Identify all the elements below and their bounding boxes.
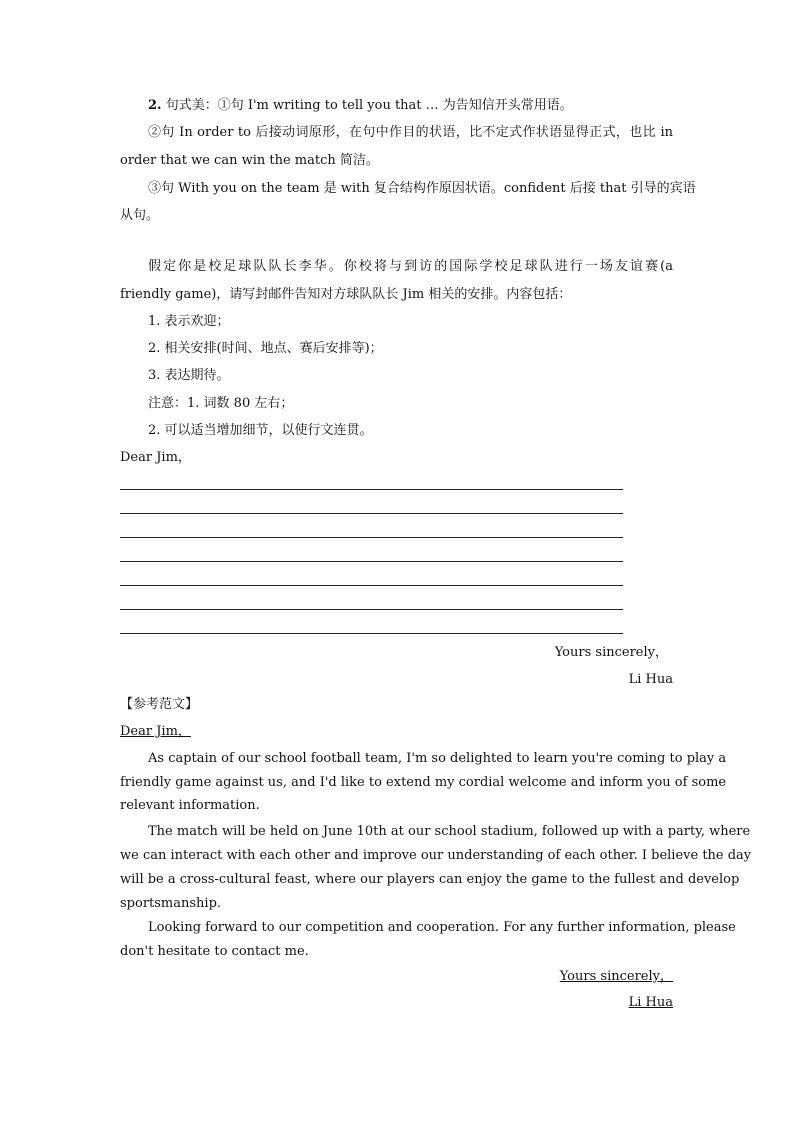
analysis-line-5: 从句。 (120, 208, 160, 223)
writing-line[interactable] (120, 585, 623, 586)
writing-line[interactable] (120, 561, 623, 562)
task-line-2: friendly game)，请写封邮件告知对方球队队长 Jim 相关的安排。内容包括： (120, 287, 572, 302)
task-item-3: 3. 表达期待。 (148, 368, 230, 383)
writing-line[interactable] (120, 513, 623, 514)
sample-signature-text: Li Hua (628, 995, 673, 1010)
letter-signature: Li Hua (628, 672, 673, 687)
sample-p1-line-3: relevant information. (120, 798, 260, 813)
analysis-line-3: order that we can win the match 简洁。 (120, 153, 379, 168)
sample-p2-line-4: sportsmanship. (120, 896, 222, 911)
writing-line[interactable] (120, 537, 623, 538)
task-note-2: 2. 可以适当增加细节，以使行文连贯。 (148, 423, 373, 438)
analysis-line-4: ③句 With you on the team 是 with 复合结构作原因状语。confident 后接 that 引导的宾语 (148, 181, 696, 196)
sample-heading: 【参考范文】 (120, 697, 199, 712)
sample-signature (500, 994, 673, 1011)
writing-line[interactable] (120, 633, 623, 634)
analysis-line-1 (148, 97, 673, 114)
task-note-1: 注意：1. 词数 80 左右； (148, 396, 294, 411)
task-line-1: 假定你是校足球队队长李华。你校将与到访的国际学校足球队进行一场友谊赛(a (148, 259, 673, 274)
task-item-2: 2. 相关安排(时间、地点、赛后安排等)； (148, 341, 383, 356)
letter-closing: Yours sincerely， (554, 645, 668, 660)
analysis-heading-number: 2. (148, 98, 162, 113)
sample-greeting (120, 723, 673, 740)
task-item-1: 1. 表示欢迎； (148, 314, 230, 329)
sample-p3-line-1: Looking forward to our competition and cooperation. For any further information, please (148, 920, 736, 935)
writing-line[interactable] (120, 489, 623, 490)
analysis-line-2: ②句 In order to 后接动词原形，在句中作目的状语，比不定式作状语显得正式，也比 in (148, 125, 673, 140)
letter-greeting: Dear Jim， (120, 450, 191, 465)
sample-greeting-text: Dear Jim， (120, 724, 191, 739)
sample-p2-line-1: The match will be held on June 10th at our school stadium, followed up with a party, where (148, 824, 751, 839)
sample-p2-line-2: we can interact with each other and improve our understanding of each other. I believe the day (120, 848, 752, 863)
sample-p2-line-3: will be a cross-cultural feast, where our players can enjoy the game to the fullest and develop (120, 872, 740, 887)
sample-closing (500, 968, 673, 985)
sample-p3-line-2: don't hesitate to contact me. (120, 944, 309, 959)
sample-p1-line-1: As captain of our school football team, I'm so delighted to learn you're coming to play a (148, 751, 727, 766)
sample-closing-text: Yours sincerely， (559, 969, 673, 984)
writing-line[interactable] (120, 609, 623, 610)
sample-p1-line-2: friendly game against us, and I'd like to extend my cordial welcome and inform you of some (120, 775, 727, 790)
analysis-line-1-text: 句式美：①句 I'm writing to tell you that … 为告知信开头常用语。 (161, 98, 573, 113)
